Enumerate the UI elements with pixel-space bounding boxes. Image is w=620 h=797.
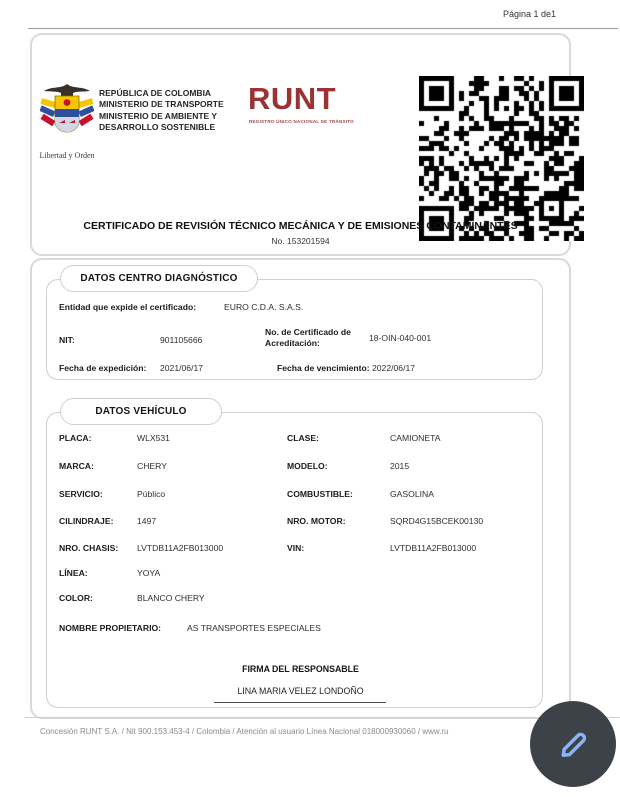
- qr-code: [419, 76, 584, 241]
- diagnostic-center-section-title: DATOS CENTRO DIAGNÓSTICO: [60, 265, 258, 292]
- combustible-value: GASOLINA: [390, 489, 434, 499]
- entidad-label: Entidad que expide el certificado:: [59, 302, 197, 312]
- ministry-line: REPÚBLICA DE COLOMBIA: [99, 88, 212, 98]
- nro-chasis-label: NRO. CHASIS:: [59, 543, 119, 553]
- nit-label: NIT:: [59, 335, 75, 345]
- certificate-number: No. 153201594: [271, 236, 330, 246]
- vin-label: VIN:: [287, 543, 305, 553]
- acreditacion-value: 18-OIN-040-001: [369, 333, 432, 343]
- ministry-line: MINISTERIO DE TRANSPORTE: [99, 99, 224, 110]
- runt-logo: RUNT: [248, 81, 337, 116]
- acreditacion-label-line2: Acreditación:: [265, 337, 320, 348]
- combustible-label: COMBUSTIBLE:: [287, 489, 353, 499]
- footer-text: Concesión RUNT S.A. / Nit 900.153.453-4 / Colombia / Atención al usuario Línea Nacional 018000930060 / www.ru: [40, 727, 449, 736]
- color-value: BLANCO CHERY: [137, 593, 205, 603]
- color-label: COLOR:: [59, 593, 93, 603]
- emblem-motto: Libertad y Orden: [39, 151, 95, 160]
- page-indicator: Página 1 de1: [502, 9, 556, 19]
- certificate-body-card: [30, 258, 571, 719]
- ministry-title-block: [99, 88, 224, 134]
- marca-value: CHERY: [137, 461, 167, 471]
- placa-value: WLX531: [137, 433, 170, 443]
- vencimiento-value: 2022/06/17: [372, 363, 416, 373]
- servicio-label: SERVICIO:: [59, 489, 103, 499]
- ministry-line: DESARROLLO SOSTENIBLE: [99, 122, 216, 133]
- pen-icon: [555, 726, 591, 762]
- modelo-label: MODELO:: [287, 461, 328, 471]
- nro-motor-label: NRO. MOTOR:: [287, 516, 346, 526]
- clase-value: CAMIONETA: [390, 433, 441, 443]
- nit-value: 901105666: [160, 335, 203, 345]
- modelo-value: 2015: [390, 461, 410, 471]
- nro-chasis-value: LVTDB11A2FB013000: [137, 543, 224, 553]
- vencimiento-label: Fecha de vencimiento:: [277, 363, 370, 373]
- expedicion-label: Fecha de expedición:: [59, 363, 147, 373]
- ministry-line: MINISTERIO DE AMBIENTE Y: [99, 110, 218, 121]
- clase-label: CLASE:: [287, 433, 319, 443]
- cilindraje-label: CILINDRAJE:: [59, 516, 114, 526]
- vin-value: LVTDB11A2FB013000: [390, 543, 477, 553]
- edit-fab-button[interactable]: [530, 701, 616, 787]
- entidad-value: EURO C.D.A. S.A.S.: [224, 302, 304, 312]
- linea-value: YOYA: [137, 568, 161, 578]
- marca-label: MARCA:: [59, 461, 94, 471]
- signature-line: [214, 702, 386, 703]
- header-card: [30, 33, 571, 256]
- linea-label: LÍNEA:: [59, 568, 88, 578]
- signature-label: FIRMA DEL RESPONSABLE: [242, 664, 359, 674]
- servicio-value: Público: [137, 489, 166, 499]
- certificate-title: CERTIFICADO DE REVISIÓN TÉCNICO MECÁNICA Y DE EMISIONES CONTAMINANTES: [83, 220, 518, 232]
- acreditacion-label: [265, 327, 351, 348]
- top-divider: [28, 28, 618, 29]
- acreditacion-label-line1: No. de Certificado de: [265, 327, 351, 337]
- runt-tagline: REGISTRO ÚNICO NACIONAL DE TRÁNSITO: [249, 119, 354, 125]
- vehicle-section-title: DATOS VEHÍCULO: [60, 398, 222, 425]
- signature-name: LINA MARIA VELEZ LONDOÑO: [237, 686, 364, 696]
- owner-label: NOMBRE PROPIETARIO:: [59, 623, 162, 633]
- placa-label: PLACA:: [59, 433, 92, 443]
- nro-motor-value: SQRD4G15BCEK00130: [390, 516, 484, 526]
- colombia-coat-of-arms-icon: [40, 81, 94, 149]
- cilindraje-value: 1497: [137, 516, 157, 526]
- expedicion-value: 2021/06/17: [160, 363, 204, 373]
- bottom-divider: [25, 717, 620, 718]
- owner-value: AS TRANSPORTES ESPECIALES: [187, 623, 321, 633]
